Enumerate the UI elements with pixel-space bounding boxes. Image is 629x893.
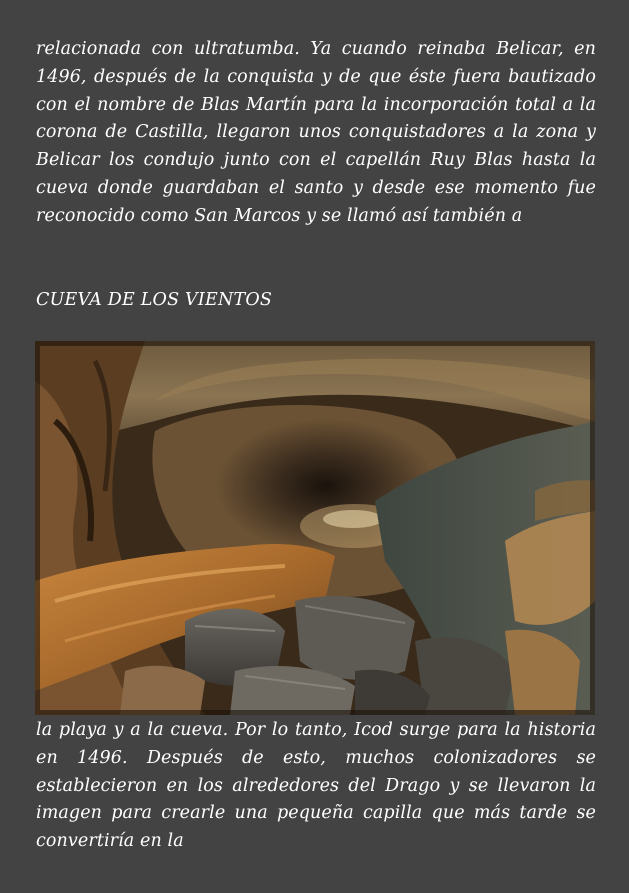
cave-photo [35,341,595,715]
section-heading: CUEVA DE LOS VIENTOS [36,290,273,310]
paragraph-top: relacionada con ultratumba. Ya cuando reinaba Belicar, en 1496, después de la conquista y de que éste fuera bautizado con el nombre de Blas Martín para la incorporación total a la corona de Castilla, llegaron unos conquistadores a la zona y Belicar los condujo junto con el capellán Ruy Blas hasta la cueva donde guardaban el santo y desde ese momento fue reconocido como San Marcos y se llamó así también a [36,39,596,226]
cave-photo-illustration [35,341,595,715]
paragraph-bottom: la playa y a la cueva. Por lo tanto, Icod surge para la historia en 1496. Después de esto, muchos colonizadores se establecieron en los alrededores del Drago y se llevaron la imagen para crearle una pequeña capilla que más tarde se convertiría en la [36,720,596,852]
